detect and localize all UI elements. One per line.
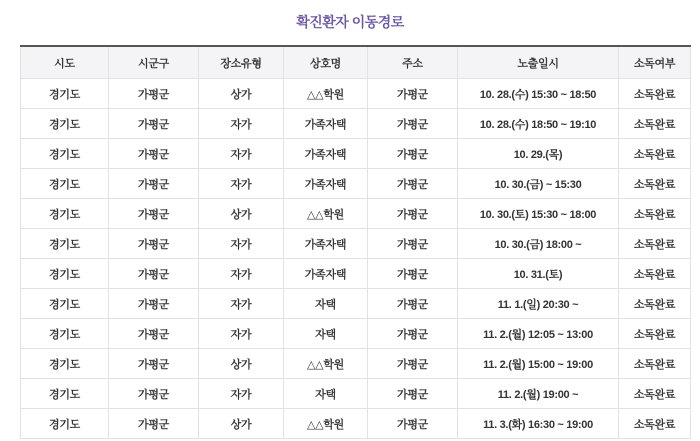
table-cell: 경기도: [21, 229, 109, 259]
table-cell: 자가: [199, 139, 284, 169]
table-row: [21, 319, 691, 349]
column-header: 장소유형: [199, 46, 284, 79]
table-cell: 자택: [284, 379, 368, 409]
table-cell: 가평군: [109, 199, 199, 229]
table-cell: 가평군: [109, 289, 199, 319]
table-row: [21, 139, 691, 169]
table-cell: 11. 2.(월) 19:00 ~: [458, 379, 619, 409]
table-cell: 11. 1.(일) 20:30 ~: [458, 289, 619, 319]
table-cell: 가평군: [109, 109, 199, 139]
table-cell: 가평군: [368, 109, 458, 139]
table-cell: 가평군: [368, 199, 458, 229]
table-cell: 가평군: [109, 139, 199, 169]
table-cell: 소독완료: [619, 289, 691, 319]
table-header: [21, 46, 691, 79]
table-cell: 10. 30.(금) 18:00 ~: [458, 229, 619, 259]
table-cell: 가족자택: [284, 229, 368, 259]
table-cell: 소독완료: [619, 319, 691, 349]
column-header: 시군구: [109, 46, 199, 79]
table-cell: 가평군: [368, 409, 458, 439]
table-cell: 소독완료: [619, 379, 691, 409]
table-cell: 가평군: [368, 379, 458, 409]
column-header: 시도: [21, 46, 109, 79]
table-cell: 11. 2.(월) 15:00 ~ 19:00: [458, 349, 619, 379]
table-cell: 경기도: [21, 79, 109, 109]
table-cell: 상가: [199, 79, 284, 109]
table-cell: 10. 29.(목): [458, 139, 619, 169]
table-cell: 가평군: [109, 259, 199, 289]
table-cell: 자가: [199, 169, 284, 199]
table-cell: 10. 28.(수) 15:30 ~ 18:50: [458, 79, 619, 109]
table-row: [21, 259, 691, 289]
table-cell: 경기도: [21, 259, 109, 289]
table-cell: 가평군: [109, 409, 199, 439]
table-cell: 가족자택: [284, 169, 368, 199]
table-cell: 경기도: [21, 169, 109, 199]
table-row: [21, 169, 691, 199]
table-cell: 가평군: [368, 289, 458, 319]
route-table: [20, 45, 691, 439]
table-cell: 10. 30.(토) 15:30 ~ 18:00: [458, 199, 619, 229]
table-cell: 자가: [199, 259, 284, 289]
table-cell: 가평군: [368, 79, 458, 109]
table-cell: 가평군: [109, 319, 199, 349]
table-cell: 자가: [199, 109, 284, 139]
table-cell: 상가: [199, 199, 284, 229]
table-cell: 가평군: [368, 139, 458, 169]
table-cell: 가족자택: [284, 139, 368, 169]
page-title: 확진환자 이동경로: [296, 14, 404, 30]
table-cell: 가평군: [368, 169, 458, 199]
table-row: [21, 289, 691, 319]
table-cell: 경기도: [21, 349, 109, 379]
table-cell: 자가: [199, 379, 284, 409]
table-cell: 경기도: [21, 199, 109, 229]
table-cell: 가평군: [368, 259, 458, 289]
table-cell: 가평군: [368, 319, 458, 349]
table-cell: 소독완료: [619, 79, 691, 109]
table-cell: 가평군: [109, 169, 199, 199]
table-cell: 자가: [199, 229, 284, 259]
table-cell: 자가: [199, 289, 284, 319]
table-cell: 경기도: [21, 319, 109, 349]
table-row: [21, 229, 691, 259]
table-cell: 소독완료: [619, 109, 691, 139]
table-body: [21, 79, 691, 439]
column-header: 소독여부: [619, 46, 691, 79]
table-cell: 상가: [199, 349, 284, 379]
table-cell: 자택: [284, 319, 368, 349]
table-cell: 자택: [284, 289, 368, 319]
table-cell: 10. 31.(토): [458, 259, 619, 289]
table-cell: 소독완료: [619, 349, 691, 379]
table-cell: 자가: [199, 319, 284, 349]
table-cell: 가족자택: [284, 109, 368, 139]
table-cell: 11. 2.(월) 12:05 ~ 13:00: [458, 319, 619, 349]
table-row: [21, 349, 691, 379]
table-cell: 가평군: [109, 379, 199, 409]
table-row: [21, 79, 691, 109]
table-cell: 10. 30.(금) ~ 15:30: [458, 169, 619, 199]
column-header: 노출일시: [458, 46, 619, 79]
table-cell: 소독완료: [619, 409, 691, 439]
table-cell: 가평군: [109, 349, 199, 379]
table-cell: 경기도: [21, 409, 109, 439]
table-row: [21, 409, 691, 439]
table-header-row: [21, 46, 691, 79]
column-header: 주소: [368, 46, 458, 79]
table-row: [21, 109, 691, 139]
table-cell: △△학원: [284, 79, 368, 109]
table-cell: 가평군: [109, 229, 199, 259]
table-row: [21, 379, 691, 409]
table-cell: 경기도: [21, 109, 109, 139]
table-cell: 경기도: [21, 139, 109, 169]
table-cell: 소독완료: [619, 229, 691, 259]
table-cell: 소독완료: [619, 259, 691, 289]
table-cell: 가족자택: [284, 259, 368, 289]
table-cell: △△학원: [284, 409, 368, 439]
table-cell: 소독완료: [619, 139, 691, 169]
table-cell: 가평군: [368, 349, 458, 379]
table-cell: 가평군: [109, 79, 199, 109]
table-cell: 소독완료: [619, 199, 691, 229]
column-header: 상호명: [284, 46, 368, 79]
table-cell: 가평군: [368, 229, 458, 259]
table-cell: △△학원: [284, 349, 368, 379]
table-cell: 11. 3.(화) 16:30 ~ 19:00: [458, 409, 619, 439]
table-cell: 소독완료: [619, 169, 691, 199]
table-cell: 경기도: [21, 379, 109, 409]
table-cell: △△학원: [284, 199, 368, 229]
table-cell: 상가: [199, 409, 284, 439]
table-cell: 경기도: [21, 289, 109, 319]
table-cell: 10. 28.(수) 18:50 ~ 19:10: [458, 109, 619, 139]
table-row: [21, 199, 691, 229]
